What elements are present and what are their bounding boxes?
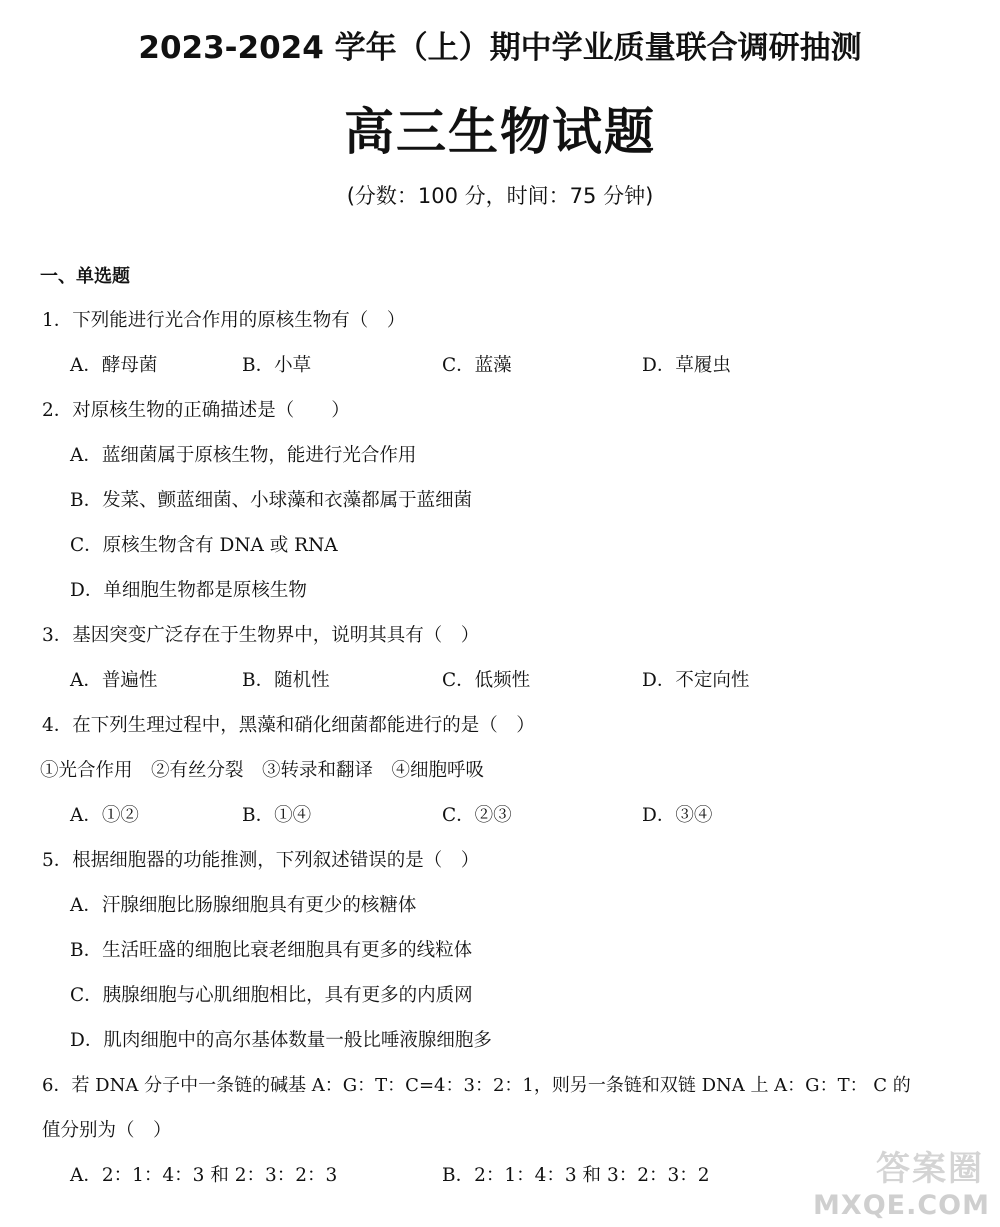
- watermark-text-top: 答案圈: [876, 1149, 984, 1189]
- question-6-stem: 6．若 DNA 分子中一条链的碱基 A：G：T：C=4：3：2：1，则另一条链和双链 DNA 上 A：G：T： C 的: [42, 1075, 911, 1096]
- question-2-stem: 2．对原核生物的正确描述是（ ）: [42, 400, 350, 421]
- q3-option-c: C．低频性: [442, 670, 531, 691]
- q4-statements: ①光合作用 ②有丝分裂 ③转录和翻译 ④细胞呼吸: [40, 760, 485, 781]
- q5-option-d: D．肌肉细胞中的高尔基体数量一般比唾液腺细胞多: [70, 1030, 492, 1051]
- exam-header: 2023-2024 学年（上）期中学业质量联合调研抽测: [138, 30, 862, 66]
- exam-info: (分数：100 分，时间：75 分钟): [346, 184, 654, 208]
- q4-option-d: D．③④: [642, 805, 713, 826]
- question-5-stem: 5．根据细胞器的功能推测，下列叙述错误的是（ ）: [42, 850, 480, 871]
- watermark-logo: [810, 1141, 990, 1221]
- watermark-text-bottom: MXQE.COM: [813, 1190, 990, 1221]
- exam-title: 高三生物试题: [344, 103, 656, 161]
- q2-option-c: C．原核生物含有 DNA 或 RNA: [70, 535, 338, 556]
- q6-option-a: A．2：1：4：3 和 2：3：2：3: [70, 1165, 338, 1186]
- q5-option-a: A．汗腺细胞比肠腺细胞具有更少的核糖体: [70, 895, 417, 916]
- q3-option-a: A．普遍性: [70, 670, 158, 691]
- question-1-stem: 1．下列能进行光合作用的原核生物有（ ）: [42, 310, 406, 331]
- q4-option-c: C．②③: [442, 805, 512, 826]
- q1-option-d: D．草履虫: [642, 355, 731, 376]
- q3-option-b: B．随机性: [242, 670, 330, 691]
- q6-option-b: B．2：1：4：3 和 3：2：3：2: [442, 1165, 710, 1186]
- section-heading: 一、单选题: [40, 266, 130, 287]
- question-4-stem: 4．在下列生理过程中，黑藻和硝化细菌都能进行的是（ ）: [42, 715, 535, 736]
- q4-option-b: B．①④: [242, 805, 312, 826]
- question-6-stem-cont: 值分别为（ ）: [42, 1120, 172, 1141]
- q5-option-c: C．胰腺细胞与心肌细胞相比，具有更多的内质网: [70, 985, 473, 1006]
- q1-option-c: C．蓝藻: [442, 355, 512, 376]
- q1-option-b: B．小草: [242, 355, 312, 376]
- q4-option-a: A．①②: [70, 805, 139, 826]
- q1-option-a: A．酵母菌: [70, 355, 158, 376]
- q2-option-a: A．蓝细菌属于原核生物，能进行光合作用: [70, 445, 417, 466]
- q2-option-b: B．发菜、颤蓝细菌、小球藻和衣藻都属于蓝细菌: [70, 490, 473, 511]
- q2-option-d: D．单细胞生物都是原核生物: [70, 580, 307, 601]
- q3-option-d: D．不定向性: [642, 670, 750, 691]
- q5-option-b: B．生活旺盛的细胞比衰老细胞具有更多的线粒体: [70, 940, 473, 961]
- question-3-stem: 3．基因突变广泛存在于生物界中，说明其具有（ ）: [42, 625, 480, 646]
